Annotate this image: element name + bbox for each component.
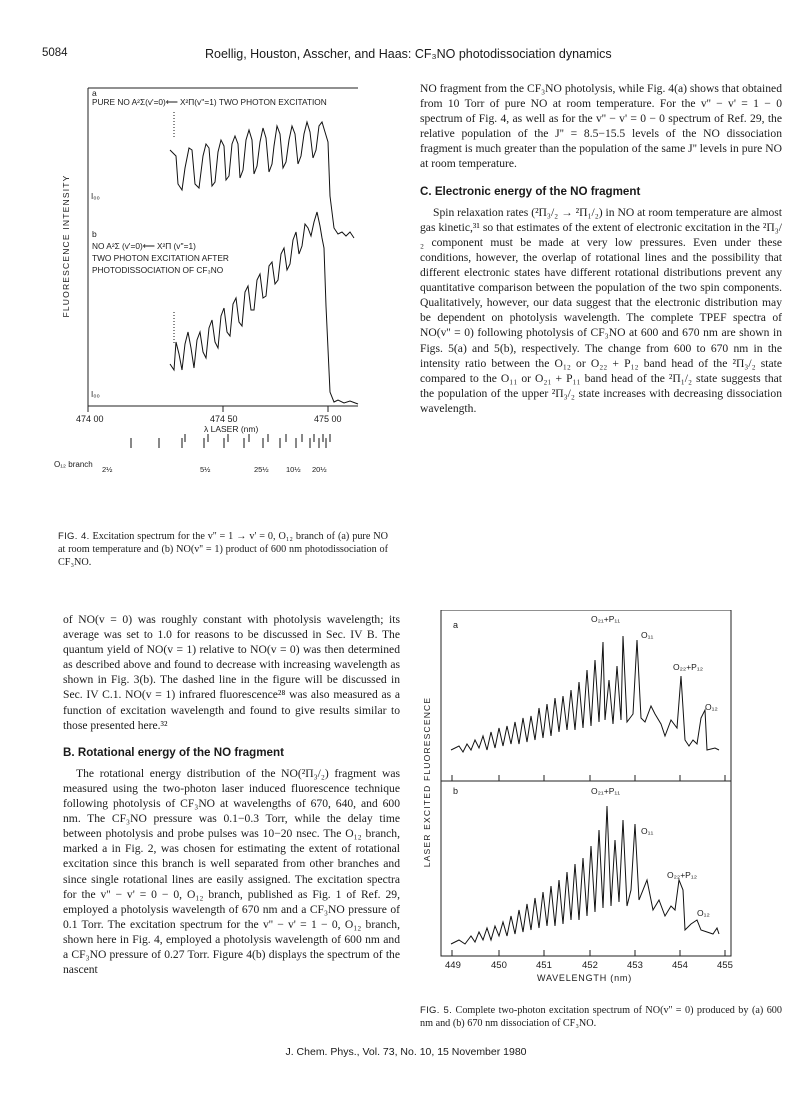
fig5-caption-label: FIG. 5. — [420, 1005, 453, 1016]
fig5-xlabel: WAVELENGTH (nm) — [537, 973, 633, 983]
fig5-xtick-2: 451 — [536, 960, 552, 971]
fig4-panel-b-title-3: PHOTODISSOCIATION OF CF₃NO — [92, 265, 224, 275]
fig4-xtick-2: 475 00 — [314, 414, 342, 424]
rc-paragraph-1: NO fragment from the CF₃NO photolysis, while Fig. 4(a) shows that obtained from 10 Torr of pure NO at room temperature. For the v'' − v' = 1 − 0 spectrum of Fig. 4, as well as for the v'' − v' = 0 − 0 spectrum of Ref. 29, the relative population of the J'' = 8.5−15.5 levels of the NO dissociation fragment is much greater than the population of the same J'' levels in pure NO at room temperature. — [420, 82, 782, 171]
fig4-caption-text: Excitation spectrum for the v'' = 1 → v' = 0, O₁₂ branch of (a) pure NO at room temperature and (b) NO(v'' = 1) product of 600 nm photodissociation of CF₃NO. — [58, 531, 388, 569]
fig4-branch-j-2: 25½ — [254, 465, 269, 474]
fig5b-label-0: O₂₁+P₁₁ — [591, 786, 621, 796]
fig4-branch-markers — [58, 434, 370, 460]
page-number: 5084 — [42, 47, 68, 59]
figure-5 — [415, 610, 795, 1000]
fig4-caption-label: FIG. 4. — [58, 531, 90, 542]
fig4-branch-label: O₁₂ branch — [54, 460, 93, 469]
figure-5-plot — [415, 610, 795, 1000]
fig5-ylabel: LASER EXCITED FLUORESCENCE — [422, 696, 432, 868]
fig4-branch-j-4: 20½ — [312, 465, 327, 474]
fig4-branch-j-1: 5½ — [200, 465, 211, 474]
fig5-panel-b-letter: b — [453, 786, 459, 796]
fig5-xtick-3: 452 — [582, 960, 598, 971]
journal-footer: J. Chem. Phys., Vol. 73, No. 10, 15 November 1980 — [285, 1046, 527, 1058]
fig4-panel-b-letter: b — [92, 229, 97, 239]
fig5b-label-3: O₁₂ — [697, 908, 710, 918]
lc-paragraph-2: The rotational energy distribution of the NO(²Π₃/₂) fragment was measured using the two-photon laser induced fluorescence technique following photolysis of CF₃NO at wavelengths of 670, 640, and 600 nm. The CF₃NO pressure was 0.1−0.3 Torr, while the delay time between photolysis and probe pulses was 10−20 nsec. The O₁₂ branch, marked a in Fig. 2, was chosen for estimating the extent of rotational excitation since this branch is well separated from other branches and since single rotational lines are easily assigned. The excitation spectra for the v'' − v' = 0 − 0, O₁₂ branch, published as Fig. 1 of Ref. 29, employed a photolysis wavelength of 670 nm and a CF₃NO pressure of 0.1 Torr. The excitation spectrum for the v'' − v' = 1 − 0, O₁₂ branch, shown here in Fig. 4, employed a photolysis wavelength of 600 nm and a CF₃NO pressure of 0.27 Torr. Figure 4(b) displays the spectrum of the nascent — [63, 766, 400, 977]
right-column-top — [420, 81, 782, 416]
fig4-branch-j-3: 10½ — [286, 465, 301, 474]
fig5a-label-3: O₁₂ — [705, 702, 718, 712]
fig4-xtick-1: 474 50 — [210, 414, 238, 424]
fig5a-label-0: O₂₁+P₁₁ — [591, 614, 621, 624]
fig4-xlabel: λ LASER (nm) — [204, 424, 259, 434]
fig4-baseline-a: I₀₀ — [91, 192, 100, 201]
fig5a-spectrum — [451, 636, 719, 752]
fig5a-label-2: O₂₂+P₁₂ — [673, 662, 704, 672]
section-b-heading: B. Rotational energy of the NO fragment — [63, 745, 284, 759]
fig5-panel-a-letter: a — [453, 620, 459, 630]
fig5a-label-1: O₁₁ — [641, 630, 654, 640]
figure-5-caption — [420, 1004, 782, 1030]
fig4-panel-b-title-1: NO A²Σ (v'=0)⟵ X²Π (v''=1) — [92, 241, 196, 251]
figure-4-caption — [58, 530, 388, 570]
left-column-bottom — [63, 612, 400, 977]
rc-paragraph-2: Spin relaxation rates (²Π₃/₂ → ²Π₁/₂) in NO at room temperature are almost gas kinetic,³¹ so that estimates of the extent of electronic excitation in the ²Π₃/₂ component must be made at very low pressures. Even under these conditions, however, the overlap of rotational lines and the possibility that different electronic states have different rotational distributions prevent any quantitative comparison between the population of the two spin components. Qualitatively, however, our data suggest that the electronic distribution may be dependent on photolysis wavelength. The complete TPEF spectra of NO(v'' = 0) following photolysis of CF₃NO at 600 and 670 nm are shown in Figs. 5(a) and 5(b), respectively. The change from 600 to 670 nm in the intensity ratio between the O₁₂ or O₂₂ + P₁₂ band head of the ²Π₃/₂ state compared to the O₁₁ or O₂₁ + P₁₁ band head of the ²Π₁/₂ state suggests that the population of the upper ²Π₃/₂ state increases with decreasing dissociation wavelength. — [420, 205, 782, 415]
fig5b-label-1: O₁₁ — [641, 826, 654, 836]
fig4-xtick-0: 474 00 — [76, 414, 104, 424]
fig5-xtick-4: 453 — [627, 960, 643, 971]
fig5b-label-2: O₂₂+P₁₂ — [667, 870, 698, 880]
fig4a-spectrum — [170, 122, 354, 238]
fig4-branch-j-0: 2½ — [102, 465, 113, 474]
figure-4 — [54, 86, 370, 516]
fig4-ylabel: FLUORESCENCE INTENSITY — [61, 174, 71, 318]
fig4-panel-a-letter: a — [92, 88, 97, 98]
section-c-heading: C. Electronic energy of the NO fragment — [420, 184, 641, 198]
fig4-panel-a-title: PURE NO A²Σ(v'=0)⟵ X²Π(v''=1) TWO PHOTON EXCITATION — [92, 97, 327, 107]
fig4-panel-b-title — [92, 240, 229, 276]
fig5-xtick-6: 455 — [717, 960, 733, 971]
fig4-baseline-b: I₀₀ — [91, 390, 100, 399]
fig5-xtick-0: 449 — [445, 960, 461, 971]
fig5-xtick-1: 450 — [491, 960, 507, 971]
running-title: Roellig, Houston, Asscher, and Haas: CF₃NO photodissociation dynamics — [205, 47, 612, 61]
lc-paragraph-1: of NO(v = 0) was roughly constant with photolysis wavelength; its average was set to 1.0 for reasons to be discussed in Sec. IV B. The quantum yield of NO(v = 1) relative to NO(v = 0) was then determined as described above and found to decrease with increasing wavelength as shown in Fig. 3(b). The dashed line in the figure will be discussed in Sec. IV C.1. NO(v = 1) infrared fluorescence²⁸ was also measured as a function of excitation wavelength and found to give results similar to those presented here.³² — [63, 613, 400, 732]
fig5-caption-text: Complete two-photon excitation spectrum of NO(v'' = 0) produced by (a) 600 nm and (b) 670 nm dissociation of CF₃NO. — [420, 1005, 782, 1030]
fig5-xtick-5: 454 — [672, 960, 688, 971]
fig4-panel-b-title-2: TWO PHOTON EXCITATION AFTER — [92, 253, 229, 263]
